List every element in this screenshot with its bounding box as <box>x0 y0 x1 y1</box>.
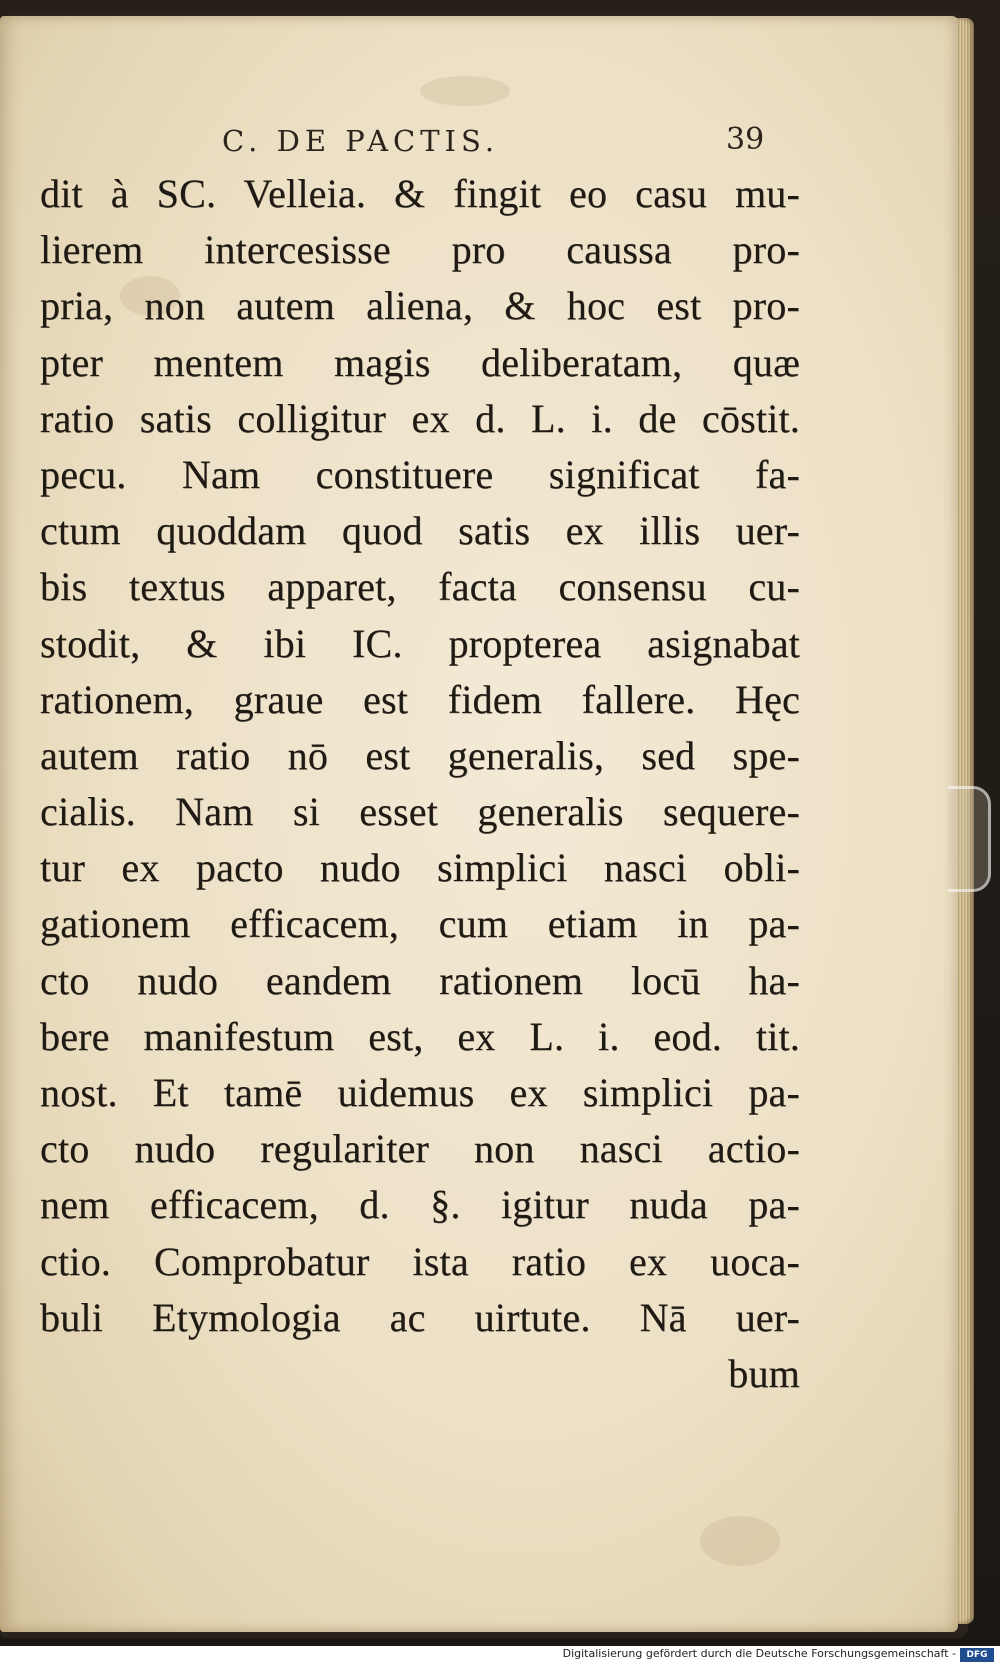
running-head-title: C. DE PACTIS. <box>222 124 500 158</box>
text-line: ctio. Comprobatur ista ratio ex uoca- <box>40 1238 800 1284</box>
text-line: autem ratio nō est generalis, sed spe- <box>40 732 800 778</box>
text-line: bere manifestum est, ex L. i. eod. tit. <box>40 1013 800 1059</box>
text-line: ratio satis colligitur ex d. L. i. de cōstit. <box>40 395 800 441</box>
text-line: lierem intercesisse pro caussa pro- <box>40 227 800 273</box>
text-line: ctum quoddam quod satis ex illis uer- <box>40 508 800 554</box>
text-line: gationem efficacem, cum etiam in pa- <box>40 901 800 947</box>
text-line: bis textus apparet, facta consensu cu- <box>40 564 800 610</box>
text-line: cto nudo regulariter non nasci actio- <box>40 1126 800 1172</box>
text-line: cto nudo eandem rationem locū ha- <box>40 957 800 1003</box>
parchment-page <box>0 16 958 1632</box>
text-line: nem efficacem, d. §. igitur nuda pa- <box>40 1182 800 1228</box>
text-line: rationem, graue est fidem fallere. Hęc <box>40 676 800 722</box>
text-line: dit à SC. Velleia. & fingit eo casu mu- <box>40 171 800 216</box>
credit-text: Digitalisierung gefördert durch die Deutsche Forschungsgemeinschaft - <box>562 1647 956 1660</box>
text-line: tur ex pacto nudo simplici nasci obli- <box>40 845 800 891</box>
text-line: nost. Et tamē uidemus ex simplici pa- <box>40 1070 800 1115</box>
digitization-credit <box>0 1646 1000 1664</box>
text-line: buli Etymologia ac uirtute. Nā uer- <box>40 1294 800 1340</box>
page-number: 39 <box>726 122 765 157</box>
page-clip <box>948 786 991 892</box>
text-line: stodit, & ibi IC. propterea asignabat <box>40 620 800 666</box>
text-line: pria, non autem aliena, & hoc est pro- <box>40 283 800 329</box>
text-line: pter mentem magis deliberatam, quæ <box>40 339 800 385</box>
running-head <box>0 124 958 164</box>
catchword: bum <box>728 1350 800 1396</box>
text-line: pecu. Nam constituere significat fa- <box>40 451 800 497</box>
foxing-spot <box>420 76 510 106</box>
foxing-spot <box>700 1516 780 1566</box>
body-text <box>40 166 800 1402</box>
dfg-logo: DFG <box>960 1648 994 1662</box>
text-line: cialis. Nam si esset generalis sequere- <box>40 789 800 835</box>
